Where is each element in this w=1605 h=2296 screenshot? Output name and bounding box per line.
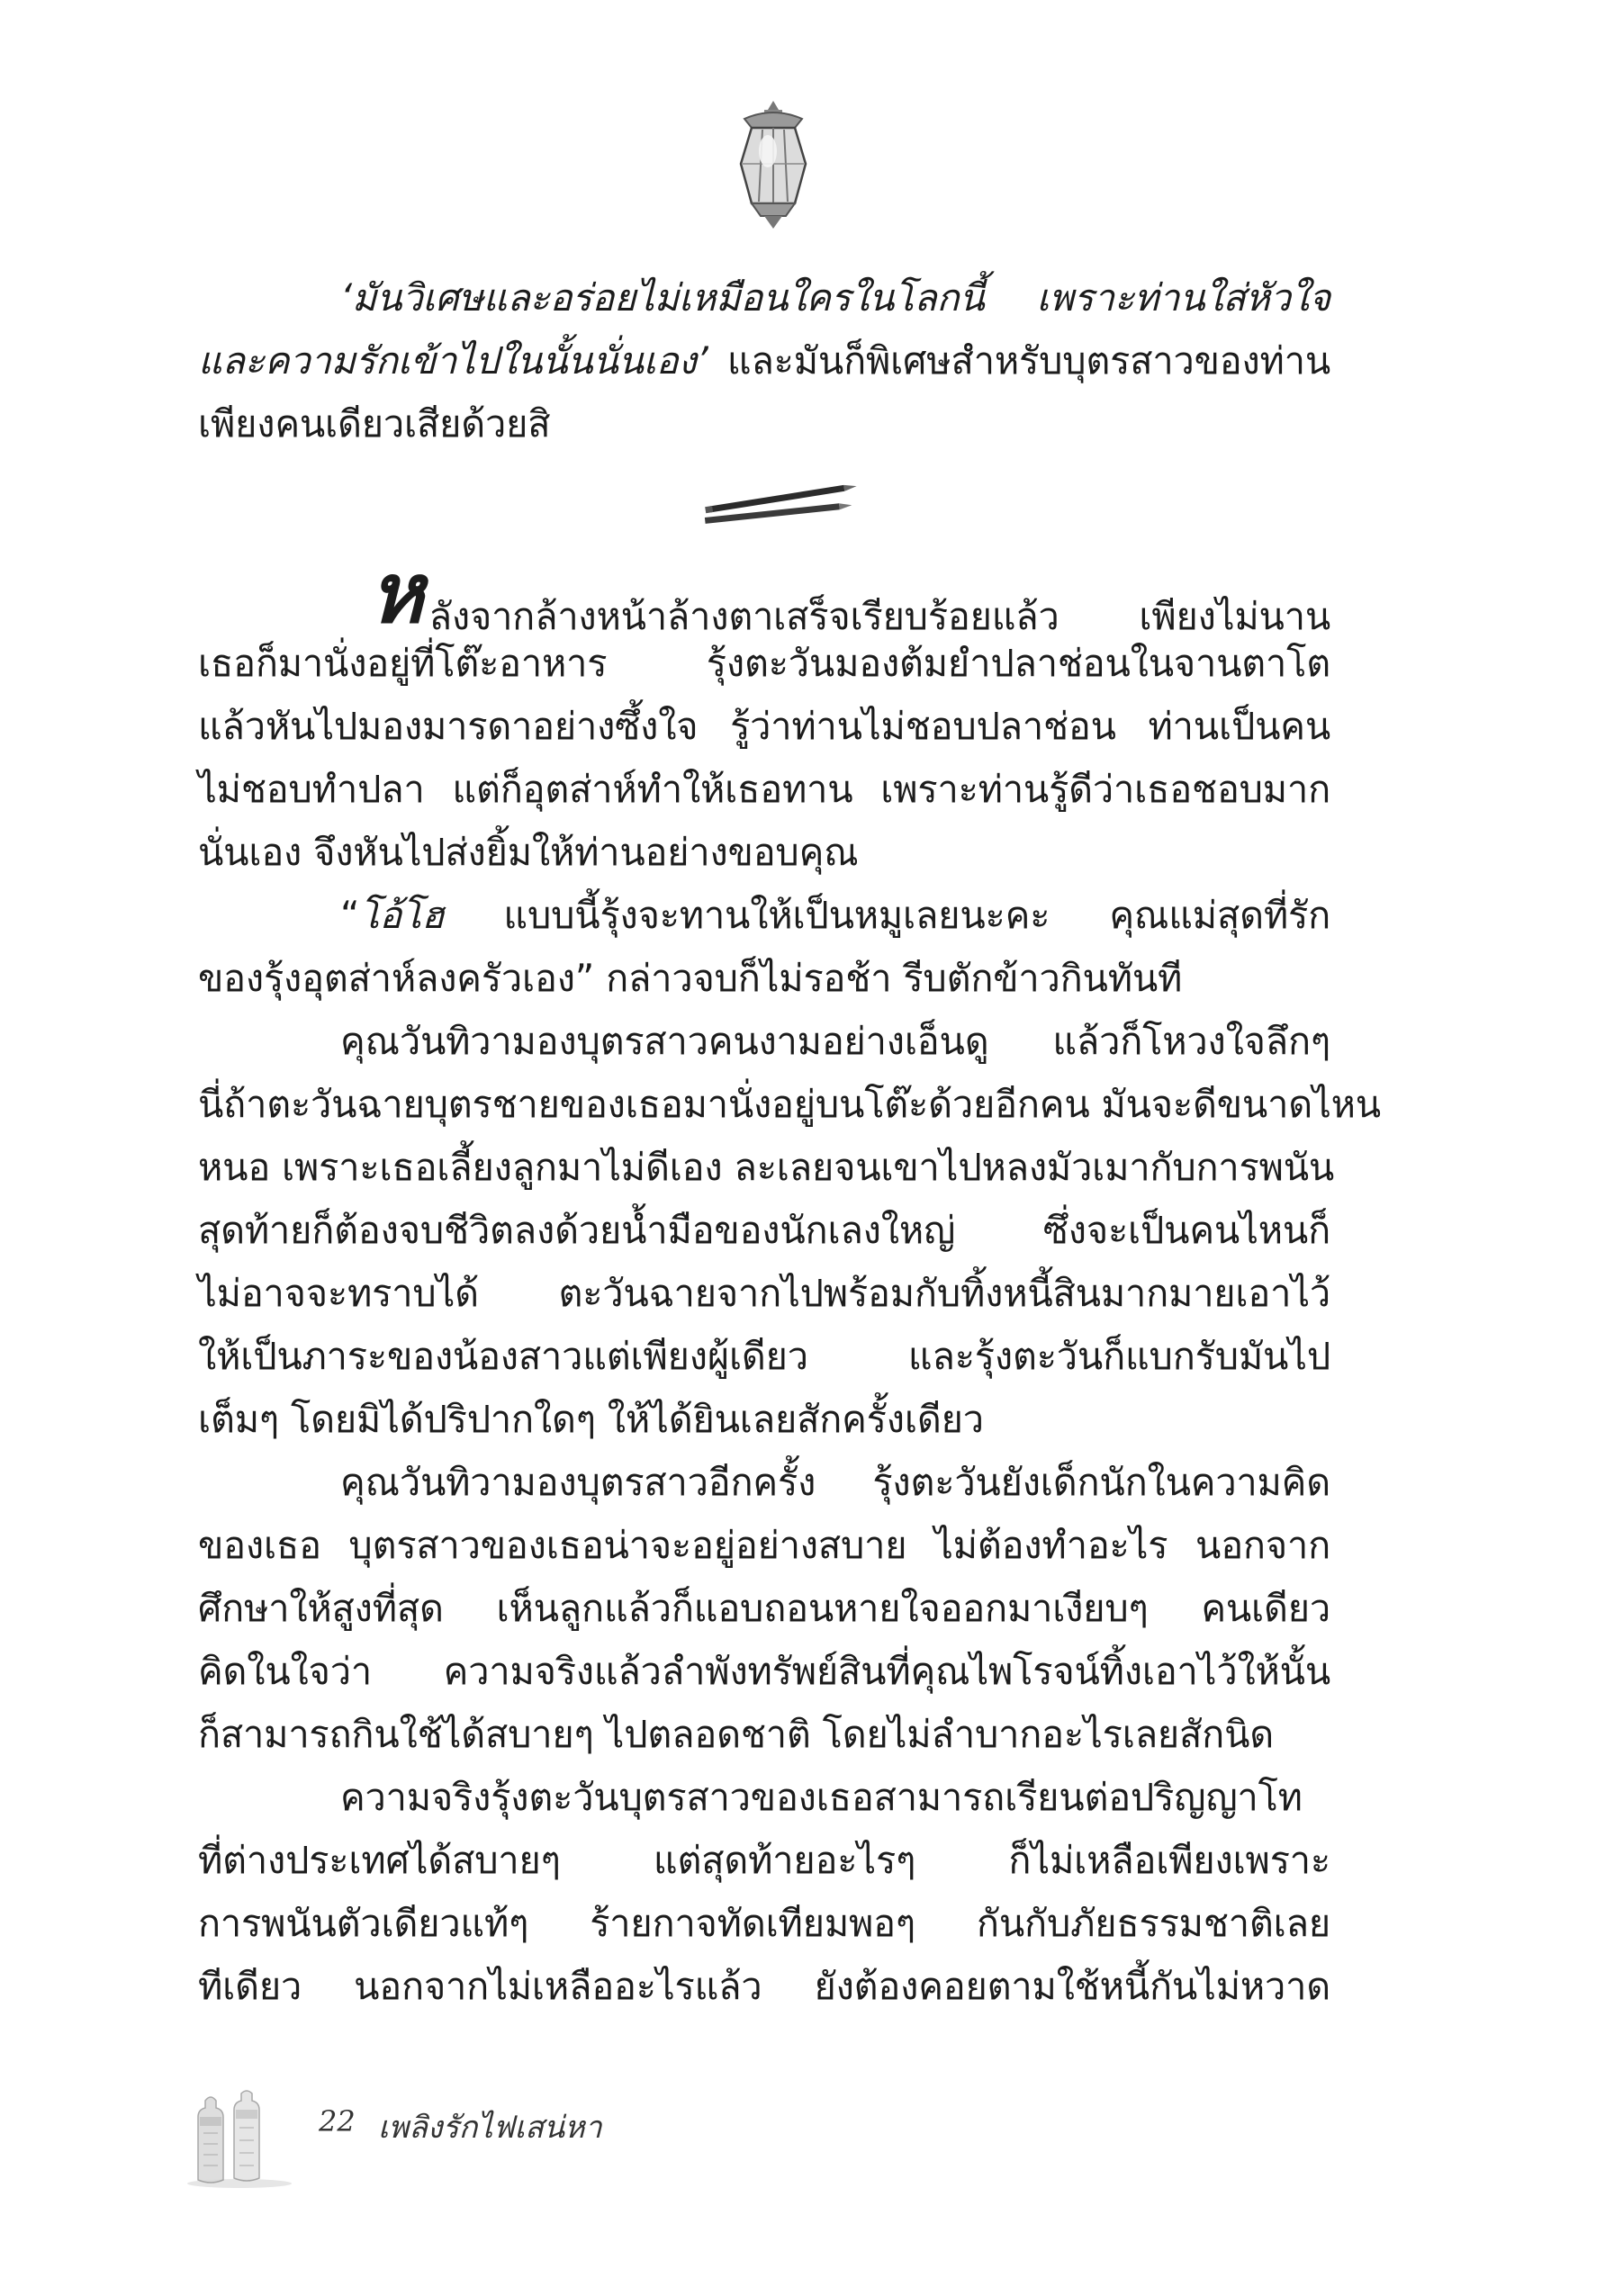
page-number: 22 <box>319 2104 356 2138</box>
pencils-divider-icon <box>702 477 861 535</box>
para3-line-1: คุณวันทิวามองบุตรสาวอีกครั้ง รุ้งตะวันยังเด็กนักในความคิด <box>340 1460 1330 1504</box>
body-line-4: ไม่ชอบทำปลา แต่ก็อุตส่าห์ทำให้เธอทาน เพราะท่านรู้ดีว่าเธอชอบมาก <box>198 767 1330 811</box>
quote-line-1-rest: แบบนี้รุ้งจะทานให้เป็นหมูเลยนะคะ คุณแม่สุดที่รัก <box>444 893 1330 937</box>
para2-line-1: คุณวันทิวามองบุตรสาวคนงามอย่างเอ็นดู แล้วก็โหวงใจลึกๆ <box>340 1019 1330 1063</box>
page-footer <box>185 2090 636 2171</box>
intro-line-1: ‘มันวิเศษและอร่อยไม่เหมือนใครในโลกนี้ เพราะท่านใส่หัวใจ <box>340 275 1330 320</box>
intro-line-2-italic: และความรักเข้าไปในนั้นนั่นเอง’ <box>198 338 708 383</box>
para4-line-1: ความจริงรุ้งตะวันบุตรสาวของเธอสามารถเรียนต่อปริญญาโท <box>340 1775 1303 1819</box>
para4-line-3: การพนันตัวเดียวแท้ๆ ร้ายกาจทัดเทียมพอๆ กันกับภัยธรรมชาติเลย <box>198 1901 1330 1945</box>
para2-line-6: ให้เป็นภาระของน้องสาวแต่เพียงผู้เดียว และรุ้งตะวันก็แบกรับมันไป <box>198 1334 1330 1378</box>
quote-line-1 <box>198 884 1330 947</box>
lantern-ornament-icon <box>732 97 815 232</box>
para3-line-4: คิดในใจว่า ความจริงแล้วลำพังทรัพย์สินที่คุณไพโรจน์ทิ้งเอาไว้ให้นั้น <box>198 1649 1330 1693</box>
body-line-2: เธอก็มานั่งอยู่ที่โต๊ะอาหาร รุ้งตะวันมองต้มยำปลาช่อนในจานตาโต <box>198 641 1330 685</box>
drop-cap: ห <box>369 545 424 642</box>
intro-line-3: เพียงคนเดียวเสียด้วยสิ <box>198 401 551 446</box>
book-title: เพลิงรักไฟเสน่หา <box>378 2110 602 2146</box>
para4-line-4: ทีเดียว นอกจากไม่เหลืออะไรแล้ว ยังต้องคอยตามใช้หนี้กันไม่หวาด <box>198 1964 1330 2008</box>
quote-exclamation: โอ้โฮ <box>359 893 445 937</box>
para3-line-5: ก็สามารถกินใช้ได้สบายๆ ไปตลอดชาติ โดยไม่ลำบากอะไรเลยสักนิด <box>198 1712 1275 1756</box>
intro-line-2-rest: และมันก็พิเศษสำหรับบุตรสาวของท่าน <box>708 338 1330 383</box>
intro-line-2 <box>198 329 1330 392</box>
para2-line-2: นี่ถ้าตะวันฉายบุตรชายของเธอมานั่งอยู่บนโต๊ะด้วยอีกคน มันจะดีขนาดไหน <box>198 1082 1381 1126</box>
baby-bottles-icon <box>185 2090 293 2189</box>
quote-line-2: ของรุ้งอุตส่าห์ลงครัวเอง” กล่าวจบก็ไม่รอช้า รีบตักข้าวกินทันที <box>198 956 1183 1000</box>
para2-line-4: สุดท้ายก็ต้องจบชีวิตลงด้วยน้ำมือของนักเลงใหญ่ ซึ่งจะเป็นคนไหนก็ <box>198 1208 1330 1252</box>
body-line-3: แล้วหันไปมองมารดาอย่างซึ้งใจ รู้ว่าท่านไม่ชอบปลาช่อน ท่านเป็นคน <box>198 704 1330 748</box>
body-line-5: นั่นเอง จึงหันไปส่งยิ้มให้ท่านอย่างขอบคุณ <box>198 830 859 874</box>
body-line-1 <box>198 545 1330 642</box>
main-body <box>198 545 1381 2099</box>
para2-line-3: หนอ เพราะเธอเลี้ยงลูกมาไม่ดีเอง ละเลยจนเขาไปหลงมัวเมากับการพนัน <box>198 1145 1335 1189</box>
para3-line-3: ศึกษาให้สูงที่สุด เห็นลูกแล้วก็แอบถอนหายใจออกมาเงียบๆ คนเดียว <box>198 1586 1330 1630</box>
para3-line-2: ของเธอ บุตรสาวของเธอน่าจะอยู่อย่างสบาย ไม่ต้องทำอะไร นอกจาก <box>198 1523 1330 1567</box>
para2-line-5: ไม่อาจจะทราบได้ ตะวันฉายจากไปพร้อมกับทิ้งหนี้สินมากมายเอาไว้ <box>198 1271 1330 1315</box>
para2-line-7: เต็มๆ โดยมิได้ปริปากใดๆ ให้ได้ยินเลยสักครั้งเดียว <box>198 1397 984 1441</box>
body-line-1-text: ลังจากล้างหน้าล้างตาเสร็จเรียบร้อยแล้ว เพียงไม่นาน <box>428 594 1330 638</box>
quote-open-mark: “ <box>340 893 360 937</box>
intro-passage <box>198 266 1330 455</box>
para4-line-2: ที่ต่างประเทศได้สบายๆ แต่สุดท้ายอะไรๆ ก็ไม่เหลือเพียงเพราะ <box>198 1838 1330 1882</box>
